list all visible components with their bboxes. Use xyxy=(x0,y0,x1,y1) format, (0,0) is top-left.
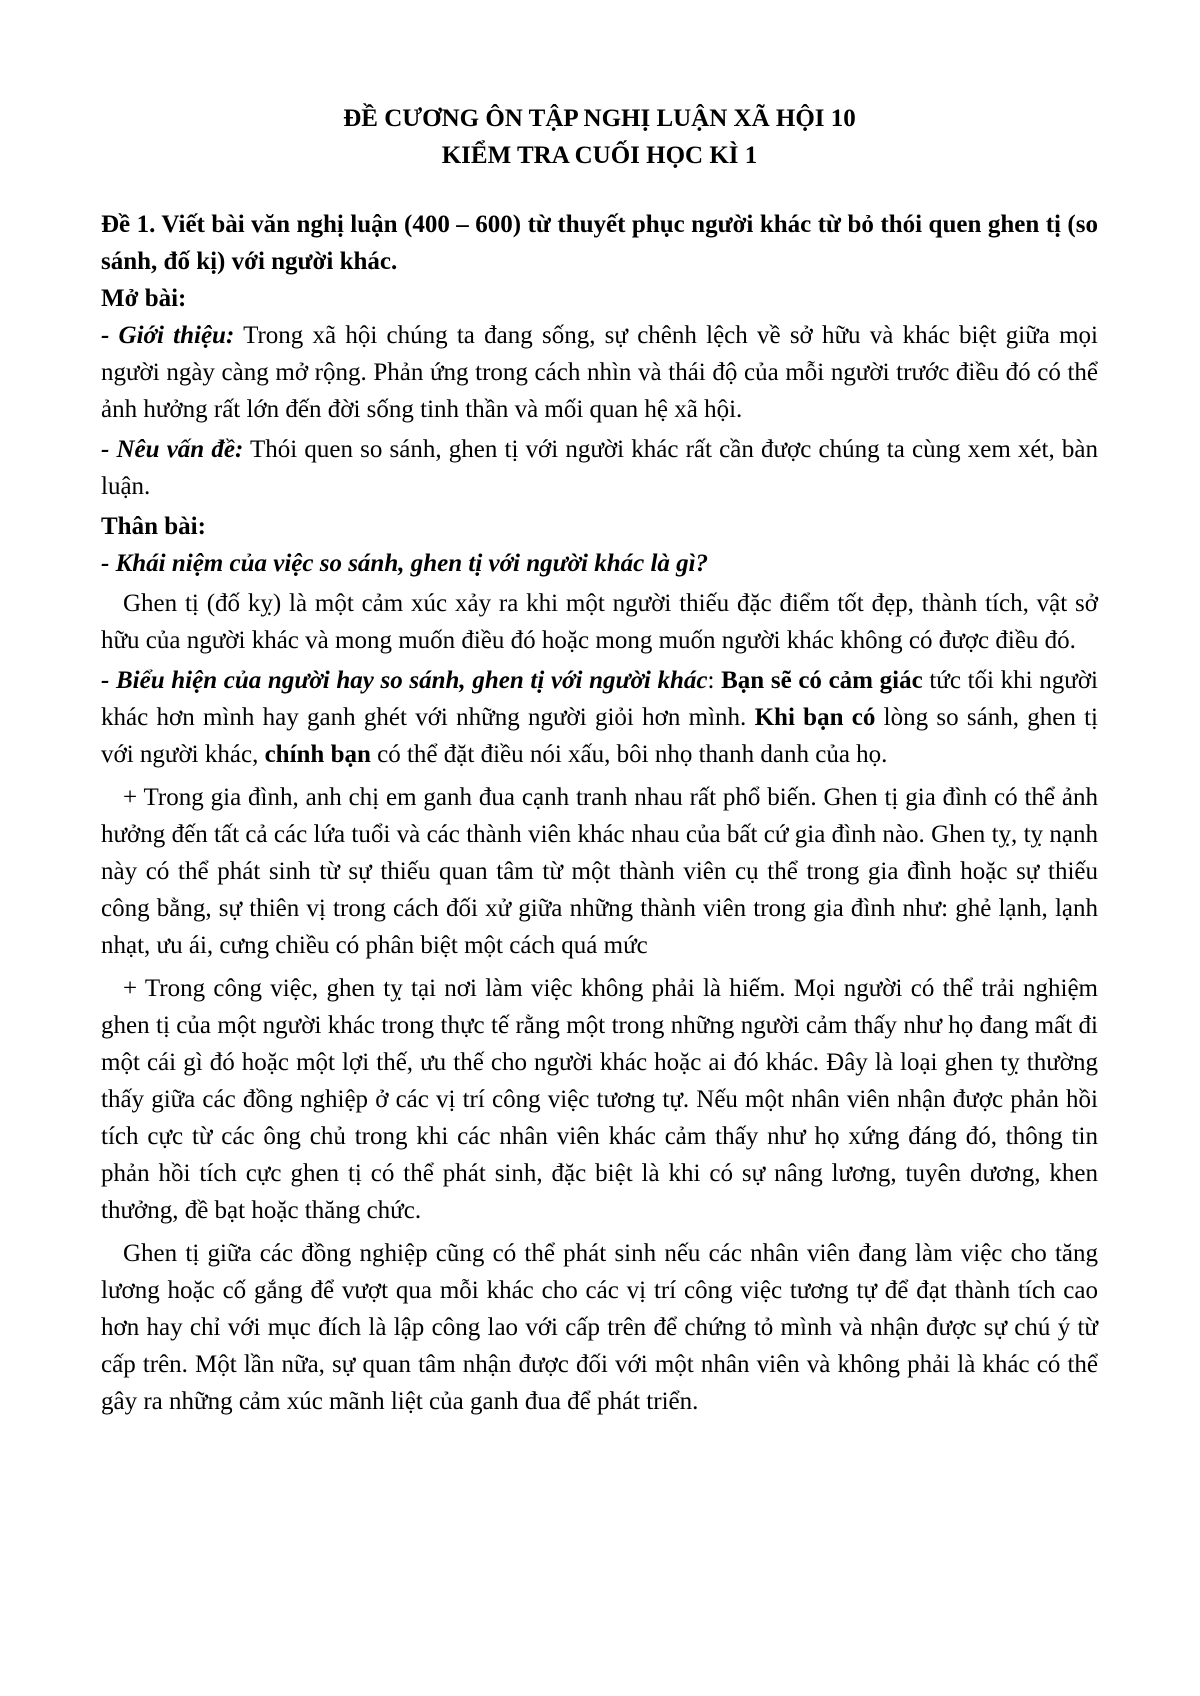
issue-label: - Nêu vấn đề: xyxy=(101,436,244,463)
question-prompt: Đề 1. Viết bài văn nghị luận (400 – 600) từ thuyết phục người khác từ bỏ thói quen ghen tị (so sánh, đố kị) với người khác. xyxy=(101,211,1098,275)
expression-colon: : xyxy=(707,667,715,694)
colleague-paragraph: Ghen tị giữa các đồng nghiệp cũng có thể phát sinh nếu các nhân viên đang làm việc cho tăng lương hoặc cố gắng để vượt qua mỗi khác cho các vị trí công việc tương tự để đạt thành tích cao hơn hay chỉ với mục đích là lập công lao với cấp trên để chứng tỏ mình và nhận được sự chú ý từ cấp trên. Một lần nữa, sự quan tâm nhận được đối với một nhân viên và không phải là khác có thể gây ra những cảm xúc mãnh liệt của ganh đua để phát triển. xyxy=(101,1240,1098,1415)
expression-bold-1: Bạn sẽ có cảm giác xyxy=(714,667,923,694)
document-title-line2: KIỂM TRA CUỐI HỌC KÌ 1 xyxy=(441,142,758,169)
intro-paragraph xyxy=(101,317,1098,428)
issue-paragraph xyxy=(101,431,1098,505)
expression-text-2: lòng so sánh, ghen tị với người khác, xyxy=(101,704,1098,768)
work-paragraph: + Trong công việc, ghen tỵ tại nơi làm việc không phải là hiếm. Mọi người có thể trải nghiệm ghen tị của một người khác trong thực tế rằng một trong những người cảm thấy như họ đang mất đi một cái gì đó hoặc một lợi thế, ưu thế cho người khác hoặc ai đó khác. Đây là loại ghen tỵ thường thấy giữa các đồng nghiệp ở các vị trí công việc tương tự. Nếu một nhân viên nhận được phản hồi tích cực từ các ông chủ trong khi các nhân viên khác cảm thấy như họ xứng đáng đó, thông tin phản hồi tích cực ghen tị có thể phát sinh, đặc biệt là khi có sự nâng lương, tuyên dương, khen thưởng, đề bạt hoặc thăng chức. xyxy=(101,975,1098,1224)
body-heading: Thân bài: xyxy=(101,513,206,540)
issue-text: Thói quen so sánh, ghen tị với người khác rất cần được chúng ta cùng xem xét, bàn luận. xyxy=(101,436,1098,500)
expression-paragraph xyxy=(101,662,1098,773)
expression-text-1: tức tối khi người khác hơn mình hay ganh ghét với những người giỏi hơn mình. xyxy=(101,667,1098,731)
expression-bold-2: Khi bạn có xyxy=(746,704,876,731)
intro-text: Trong xã hội chúng ta đang sống, sự chênh lệch về sở hữu và khác biệt giữa mọi người ngày càng mở rộng. Phản ứng trong cách nhìn và thái độ của mỗi người trước điều đó có thể ảnh hưởng rất lớn đến đời sống tinh thần và mối quan hệ xã hội. xyxy=(101,322,1098,423)
concept-heading: - Khái niệm của việc so sánh, ghen tị với người khác là gì? xyxy=(101,550,709,577)
expression-text-3: có thể đặt điều nói xấu, bôi nhọ thanh danh của họ. xyxy=(370,741,888,768)
document-title-line1: ĐỀ CƯƠNG ÔN TẬP NGHỊ LUẬN XÃ HỘI 10 xyxy=(343,105,856,132)
expression-bold-3: chính bạn xyxy=(264,741,371,768)
intro-heading: Mở bài: xyxy=(101,285,187,312)
family-paragraph: + Trong gia đình, anh chị em ganh đua cạnh tranh nhau rất phổ biến. Ghen tị gia đình có thể ảnh hưởng đến tất cả các lứa tuổi và các thành viên khác nhau của bất cứ gia đình nào. Ghen tỵ, tỵ nạnh này có thể phát sinh từ sự thiếu quan tâm từ một thành viên cụ thể trong gia đình hoặc sự thiếu công bằng, sự thiên vị trong cách đối xử giữa những thành viên trong gia đình như: ghẻ lạnh, lạnh nhạt, ưu ái, cưng chiều có phân biệt một cách quá mức xyxy=(101,784,1098,959)
intro-label: - Giới thiệu: xyxy=(101,322,235,349)
expression-label: - Biểu hiện của người hay so sánh, ghen tị với người khác xyxy=(101,667,708,694)
concept-paragraph: Ghen tị (đố kỵ) là một cảm xúc xảy ra khi một người thiếu đặc điểm tốt đẹp, thành tích, vật sở hữu của người khác và mong muốn điều đó hoặc mong muốn người khác không có được điều đó. xyxy=(101,590,1098,654)
